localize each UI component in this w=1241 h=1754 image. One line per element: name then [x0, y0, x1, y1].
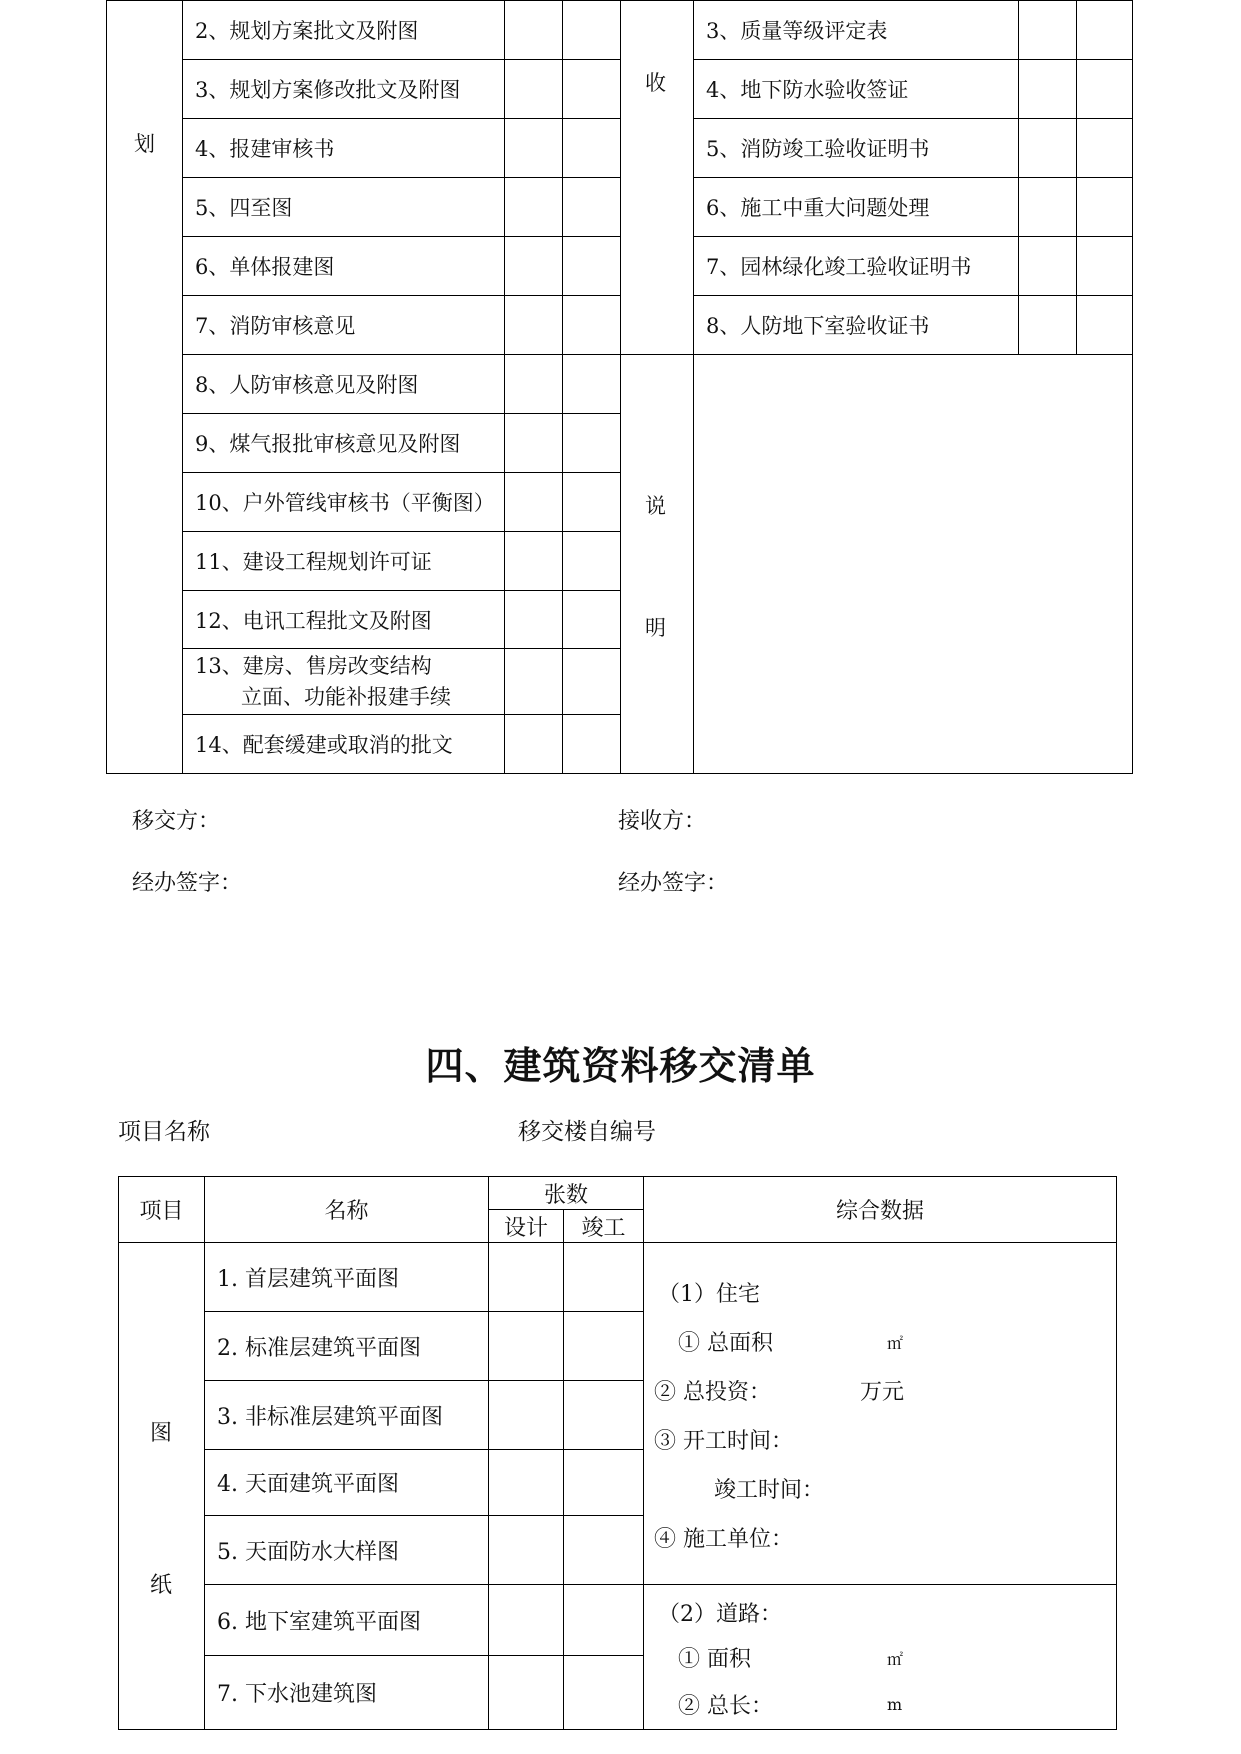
- planning-section-label: 划: [134, 132, 155, 156]
- completion-count-cell[interactable]: [564, 1450, 644, 1516]
- left-item: 10、户外管线审核书（平衡图）: [183, 473, 505, 532]
- check-cell[interactable]: [1019, 1, 1077, 60]
- left-item: 8、人防审核意见及附图: [183, 355, 505, 414]
- check-cell[interactable]: [505, 1, 563, 60]
- left-item: 11、建设工程规划许可证: [183, 532, 505, 591]
- check-cell[interactable]: [563, 715, 621, 774]
- check-cell[interactable]: [1019, 237, 1077, 296]
- check-cell[interactable]: [563, 178, 621, 237]
- check-cell[interactable]: [1077, 119, 1133, 178]
- start-time-label: ③ 开工时间：: [654, 1429, 793, 1454]
- receiver-label: 接收方：: [618, 809, 707, 834]
- header-summary: 综合数据: [644, 1177, 1117, 1243]
- check-cell[interactable]: [505, 60, 563, 119]
- check-cell[interactable]: [563, 237, 621, 296]
- receiver-sign-label: 经办签字：: [618, 871, 729, 896]
- left-item: 9、煤气报批审核意见及附图: [183, 414, 505, 473]
- design-count-cell[interactable]: [489, 1243, 564, 1312]
- right-item: 3、质量等级评定表: [694, 1, 1019, 60]
- left-item: 2、规划方案批文及附图: [183, 1, 505, 60]
- completion-count-cell[interactable]: [564, 1585, 644, 1656]
- notes-section-cell: [621, 355, 694, 774]
- drawing-row-name: 6. 地下室建筑平面图: [205, 1585, 489, 1656]
- drawing-row-name: 2. 标准层建筑平面图: [205, 1312, 489, 1381]
- check-cell[interactable]: [1077, 178, 1133, 237]
- check-cell[interactable]: [563, 60, 621, 119]
- road-heading: （2）道路：: [658, 1602, 782, 1627]
- acceptance-section-label: 收: [645, 71, 666, 95]
- header-item: 项目: [119, 1177, 205, 1243]
- right-item: 4、地下防水验收签证: [694, 60, 1019, 119]
- check-cell[interactable]: [505, 473, 563, 532]
- total-area-label: ① 总面积: [678, 1331, 773, 1356]
- drawings-category-label-2: 纸: [150, 1573, 173, 1598]
- drawings-category-label-1: 图: [150, 1421, 173, 1446]
- design-count-cell[interactable]: [489, 1656, 564, 1730]
- left-item: 14、配套缓建或取消的批文: [183, 715, 505, 774]
- check-cell[interactable]: [505, 119, 563, 178]
- completion-count-cell[interactable]: [564, 1656, 644, 1730]
- road-length-label: ② 总长：: [678, 1694, 773, 1719]
- road-area-unit: ㎡: [887, 1650, 904, 1669]
- right-item: 5、消防竣工验收证明书: [694, 119, 1019, 178]
- check-cell[interactable]: [505, 414, 563, 473]
- building-docs-table: [118, 1176, 1117, 1730]
- check-cell[interactable]: [563, 355, 621, 414]
- left-item-line1: 13、建房、售房改变结构: [195, 653, 432, 678]
- sender-label: 移交方：: [132, 809, 221, 834]
- design-count-cell[interactable]: [489, 1381, 564, 1450]
- right-item: 7、园林绿化竣工验收证明书: [694, 237, 1019, 296]
- drawings-category-cell: [119, 1243, 205, 1730]
- project-name-label: 项目名称: [118, 1119, 210, 1145]
- left-item: 7、消防审核意见: [183, 296, 505, 355]
- check-cell[interactable]: [563, 1, 621, 60]
- check-cell[interactable]: [1019, 178, 1077, 237]
- check-cell[interactable]: [563, 473, 621, 532]
- planning-section-cell: [107, 1, 183, 774]
- completion-count-cell[interactable]: [564, 1312, 644, 1381]
- residential-summary-cell: [644, 1243, 1117, 1585]
- check-cell[interactable]: [505, 532, 563, 591]
- drawing-row-name: 3. 非标准层建筑平面图: [205, 1381, 489, 1450]
- check-cell[interactable]: [1019, 119, 1077, 178]
- completion-time-label: 竣工时间：: [714, 1478, 825, 1503]
- check-cell[interactable]: [1077, 237, 1133, 296]
- check-cell[interactable]: [505, 591, 563, 649]
- completion-count-cell[interactable]: [564, 1516, 644, 1585]
- check-cell[interactable]: [563, 414, 621, 473]
- drawing-row-name: 7. 下水池建筑图: [205, 1656, 489, 1730]
- check-cell[interactable]: [563, 591, 621, 649]
- check-cell[interactable]: [1019, 60, 1077, 119]
- drawing-row-name: 1. 首层建筑平面图: [205, 1243, 489, 1312]
- section-title: 四、建筑资料移交清单: [425, 1043, 816, 1088]
- building-number-label: 移交楼自编号: [518, 1119, 656, 1145]
- check-cell[interactable]: [505, 296, 563, 355]
- residential-heading: （1）住宅: [658, 1282, 760, 1307]
- notes-label-2: 明: [645, 616, 666, 640]
- right-item: 8、人防地下室验收证书: [694, 296, 1019, 355]
- check-cell[interactable]: [563, 532, 621, 591]
- design-count-cell[interactable]: [489, 1516, 564, 1585]
- planning-acceptance-table: [106, 0, 1133, 774]
- check-cell[interactable]: [1077, 296, 1133, 355]
- investment-unit: 万元: [860, 1380, 905, 1405]
- check-cell[interactable]: [505, 715, 563, 774]
- check-cell[interactable]: [1077, 60, 1133, 119]
- design-count-cell[interactable]: [489, 1312, 564, 1381]
- left-item: 3、规划方案修改批文及附图: [183, 60, 505, 119]
- check-cell[interactable]: [563, 296, 621, 355]
- check-cell[interactable]: [505, 355, 563, 414]
- contractor-label: ④ 施工单位：: [654, 1527, 793, 1552]
- sender-sign-label: 经办签字：: [132, 871, 243, 896]
- road-length-unit: m: [887, 1695, 903, 1714]
- drawing-row-name: 5. 天面防水大样图: [205, 1516, 489, 1585]
- left-item: 4、报建审核书: [183, 119, 505, 178]
- completion-count-cell[interactable]: [564, 1243, 644, 1312]
- area-unit: ㎡: [887, 1334, 904, 1353]
- left-item: 12、电讯工程批文及附图: [183, 591, 505, 649]
- design-count-cell[interactable]: [489, 1585, 564, 1656]
- road-area-label: ① 面积: [678, 1647, 751, 1672]
- design-count-cell[interactable]: [489, 1450, 564, 1516]
- left-item: 5、四至图: [183, 178, 505, 237]
- check-cell[interactable]: [505, 178, 563, 237]
- check-cell[interactable]: [563, 119, 621, 178]
- left-item-line2: 立面、功能补报建手续: [241, 684, 451, 709]
- road-summary-cell: [644, 1585, 1117, 1730]
- completion-count-cell[interactable]: [564, 1381, 644, 1450]
- notes-field[interactable]: [694, 355, 1133, 774]
- check-cell[interactable]: [505, 237, 563, 296]
- header-sheets: 张数: [489, 1177, 644, 1210]
- drawing-row-name: 4. 天面建筑平面图: [205, 1450, 489, 1516]
- right-item: 6、施工中重大问题处理: [694, 178, 1019, 237]
- header-name: 名称: [205, 1177, 489, 1243]
- check-cell[interactable]: [505, 649, 563, 715]
- total-investment-label: ② 总投资：: [654, 1380, 771, 1405]
- left-item: 6、单体报建图: [183, 237, 505, 296]
- check-cell[interactable]: [563, 649, 621, 715]
- header-completion: 竣工: [564, 1210, 644, 1243]
- header-design: 设计: [489, 1210, 564, 1243]
- left-item-multiline: [183, 649, 505, 715]
- notes-label-1: 说: [645, 494, 666, 518]
- acceptance-section-cell: [621, 1, 694, 355]
- check-cell[interactable]: [1019, 296, 1077, 355]
- check-cell[interactable]: [1077, 1, 1133, 60]
